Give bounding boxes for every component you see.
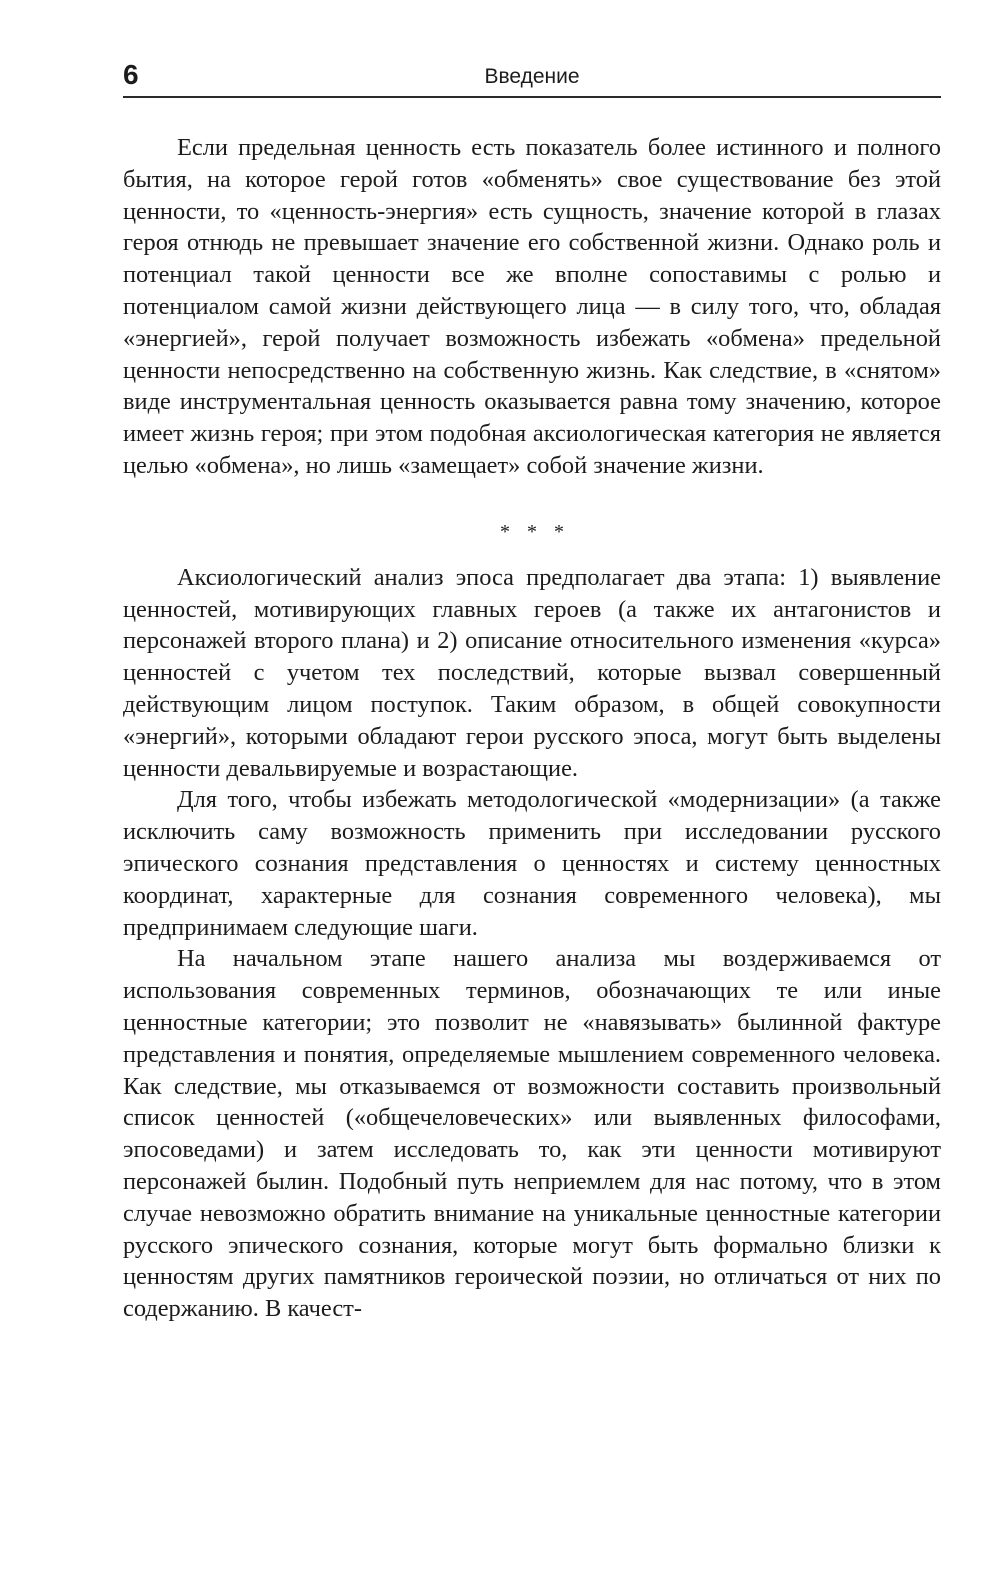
section-separator: * * * (500, 520, 570, 543)
body-text (123, 132, 941, 1325)
paragraph: На начальном этапе нашего анализа мы воздерживаемся от использования современных терминов, обозначающих те или иные ценностные категории; это позволит не «навязывать» былинной фактуре представления и понятия, определяемые мышлением современного человека. Как следствие, мы отказываемся от возможности составить произвольный список ценностей («общечеловеческих» или выявленных философами, эпосоведами) и затем исследовать то, как эти ценности мотивируют персонажей былин. Подобный путь неприемлем для нас потому, что в этом случае невозможно обратить внимание на уникальные ценностные категории русского эпического сознания, которые могут быть формально близки к ценностям других памятников героической поэзии, но отличаться от них по содержанию. В качест- (123, 945, 941, 1323)
page-number: 6 (123, 59, 139, 90)
running-header (123, 56, 941, 98)
section-title: Введение (484, 65, 580, 88)
paragraph: Аксиологический анализ эпоса предполагает два этапа: 1) выявление ценностей, мотивирующих главных героев (а также их антагонистов и персонажей второго плана) и 2) описание относительного изменения «курса» ценностей с учетом тех последствий, которые вызвал совершенный действующим лицом поступок. Таким образом, в общей совокупности «энергий», которыми обладают герои русского эпоса, могут быть выделены ценности девальвируемые и возрастающие. (123, 563, 941, 782)
book-page (123, 56, 941, 1325)
paragraph: Если предельная ценность есть показатель более истинного и полного бытия, на которое герой готов «обменять» свое существование без этой ценности, то «ценность-энергия» есть сущность, значение которой в глазах героя отнюдь не превышает значение его собственной жизни. Однако роль и потенциал такой ценности все же вполне сопоставимы с ролью и потенциалом самой жизни действующего лица — в силу того, что, обладая «энергией», герой получает возможность избежать «обмена» предельной ценности непосредственно на собственную жизнь. Как следствие, в «снятом» виде инструментальная ценность оказывается равна тому значению, которое имеет жизнь героя; при этом подобная аксиологическая категория не является целью «обмена», но лишь «замещает» собой значение жизни. (123, 134, 941, 479)
paragraph: Для того, чтобы избежать методологической «модернизации» (а также исключить саму возможность применить при исследовании русского эпического сознания представления о ценностях и систему ценностных координат, характерные для сознания современного человека), мы предпринимаем следующие шаги. (123, 786, 941, 941)
